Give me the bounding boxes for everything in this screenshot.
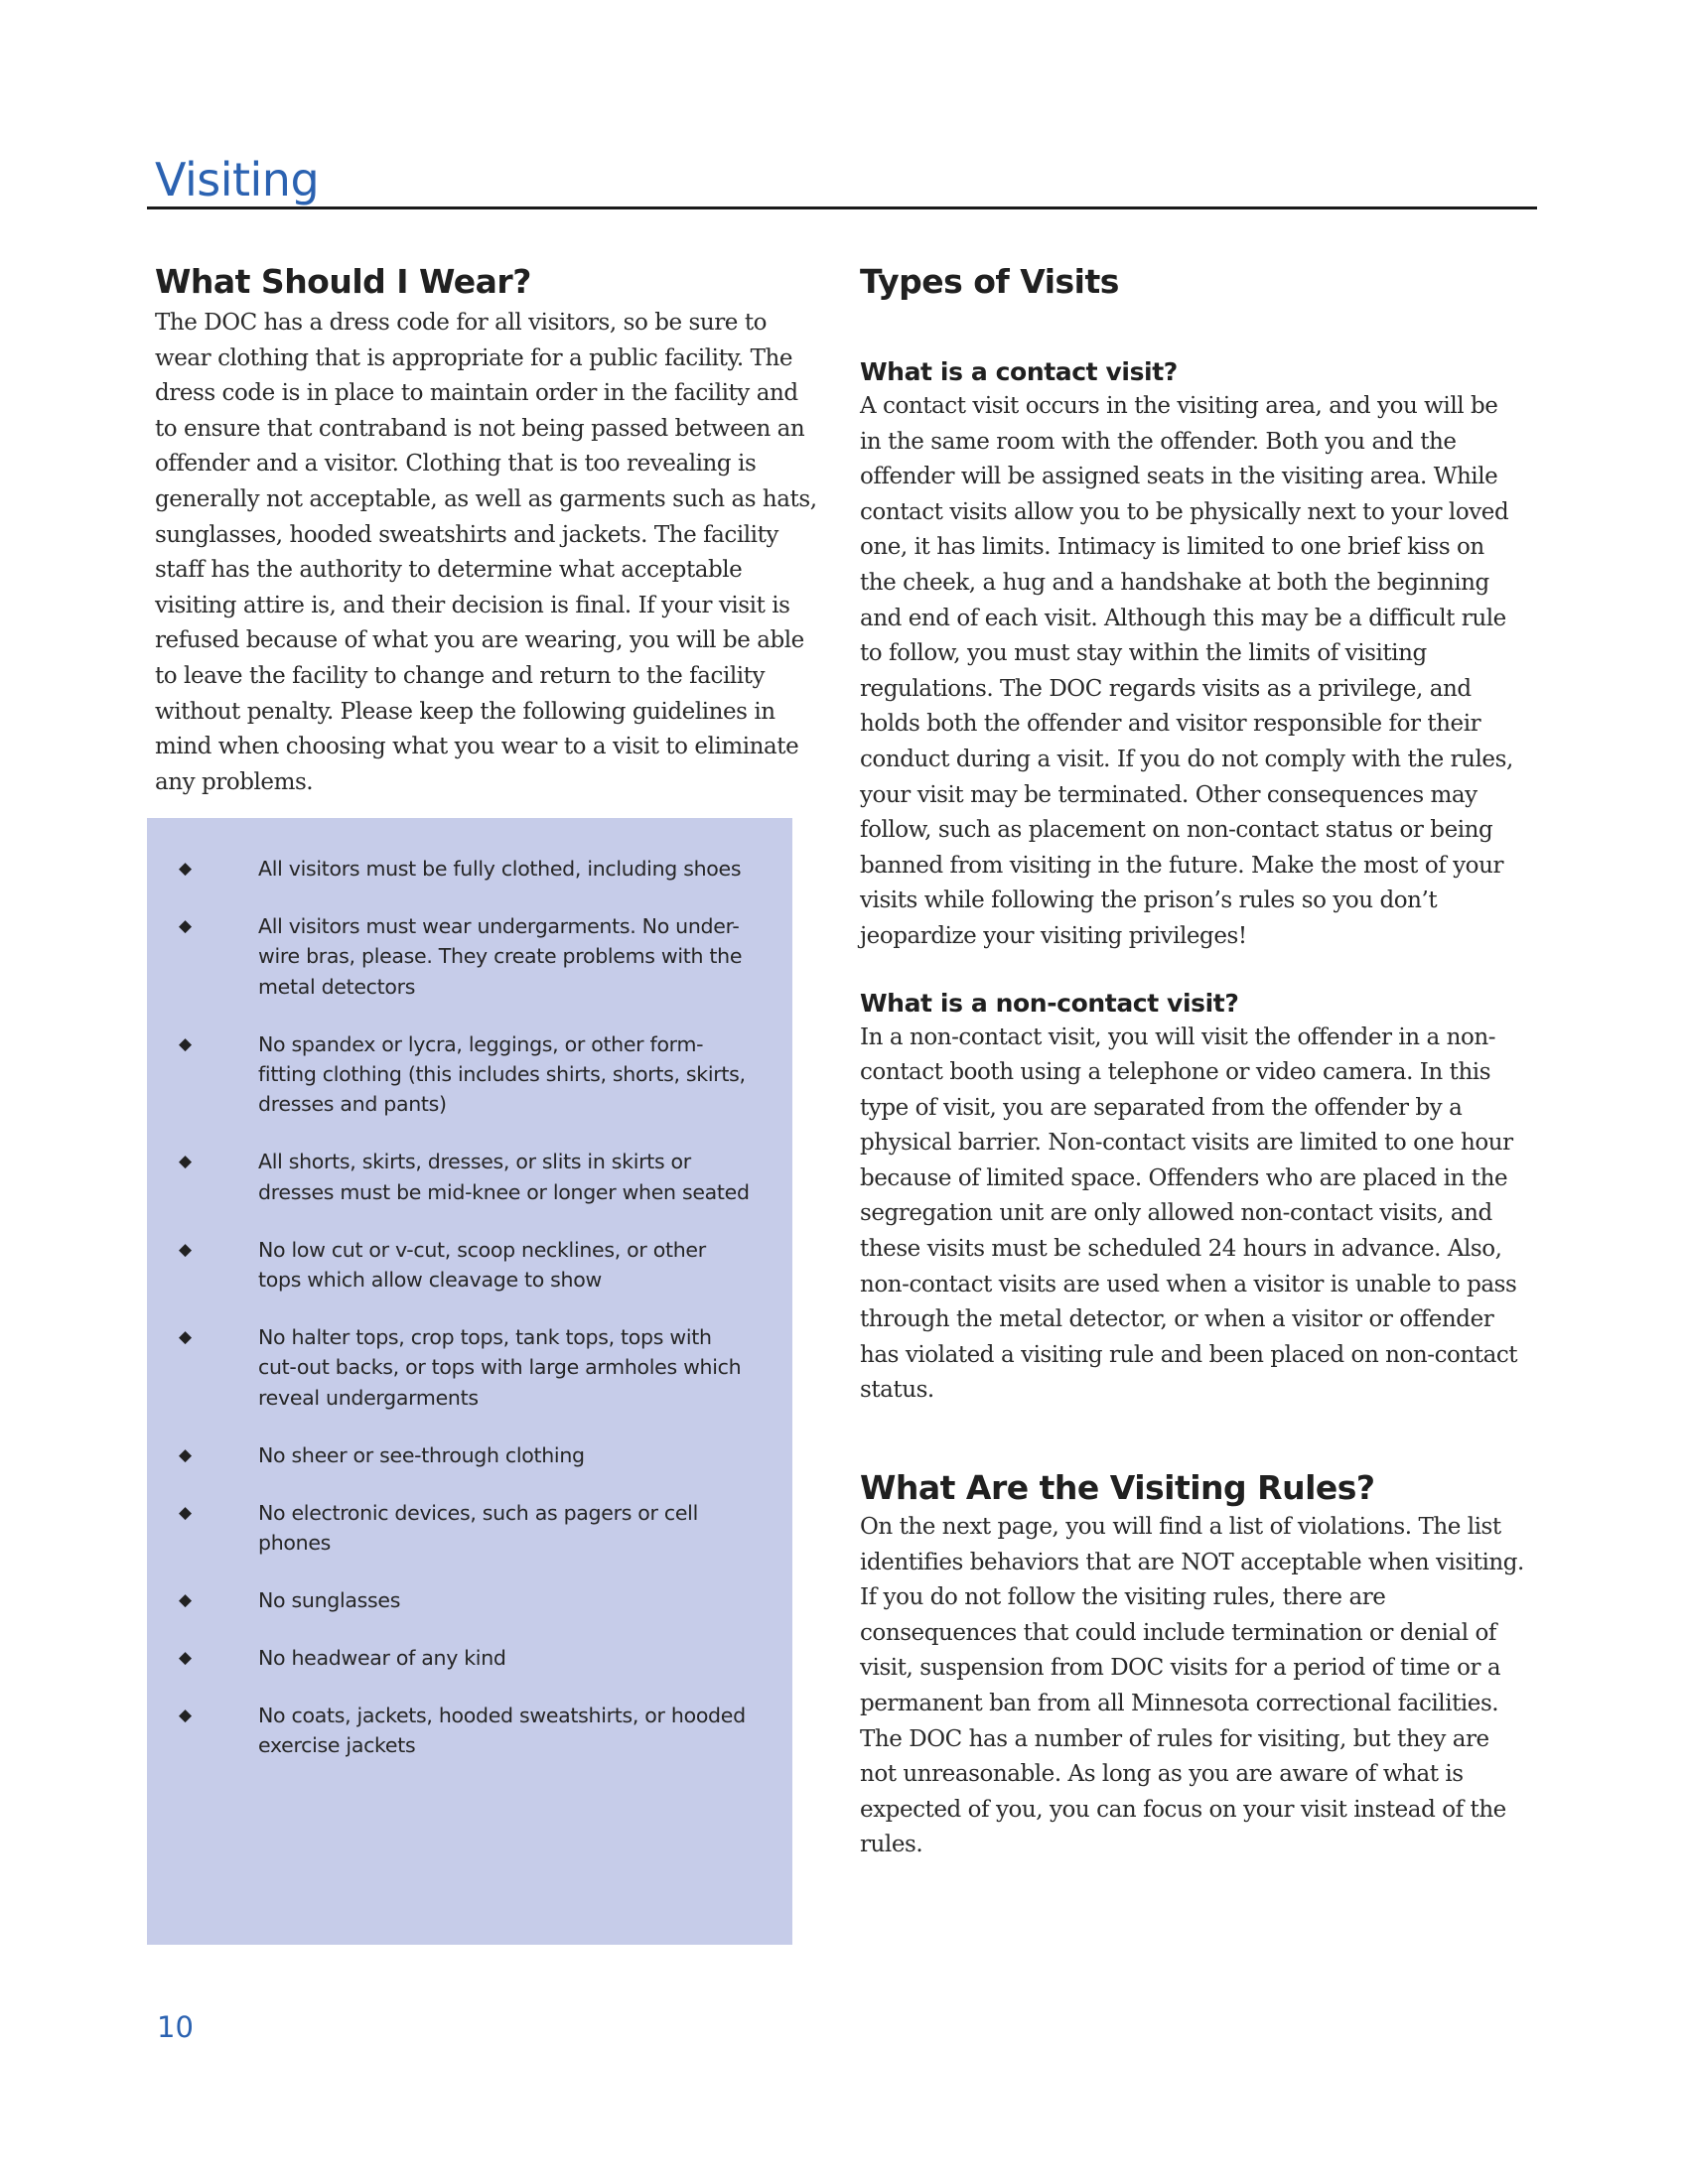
- guideline-item: [179, 1643, 753, 1673]
- guideline-item: [179, 911, 753, 1002]
- guideline-text: No sheer or see-through clothing: [258, 1442, 585, 1467]
- guideline-text: All visitors must be fully clothed, including shoes: [258, 857, 742, 881]
- page-title: Visiting: [155, 153, 320, 206]
- guideline-text: No headwear of any kind: [258, 1645, 506, 1670]
- guideline-item: [179, 1585, 753, 1615]
- dress-code-paragraph: The DOC has a dress code for all visitors, so be sure to wear clothing that is appropriate for a public facility. The dress code is in place to maintain order in the facility and to ensure that contraband is not being passed between an offender and a visitor. Clothing that is too revealing is generally not acceptable, as well as garments such as hats, sunglasses, hooded sweatshirts and jackets. The facility staff has the authority to determine what acceptable visiting attire is, and their decision is final. If your visit is refused because of what you are wearing, you will be able to leave the facility to change and return to the facility without penalty. Please keep the following guidelines in mind when choosing what you wear to a visit to eliminate any problems.: [155, 310, 817, 795]
- guideline-item: [179, 1498, 753, 1559]
- guideline-text: All visitors must wear undergarments. No under-wire bras, please. They create problems with the metal detectors: [258, 913, 743, 999]
- dress-code-guidelines-box: [147, 818, 792, 1945]
- diamond-bullet-icon: ◆: [179, 1647, 192, 1668]
- guideline-item: [179, 1440, 753, 1470]
- diamond-bullet-icon: ◆: [179, 1502, 192, 1523]
- guideline-item: [179, 1322, 753, 1413]
- diamond-bullet-icon: ◆: [179, 859, 192, 879]
- visit-types-heading: Types of Visits: [860, 262, 1119, 301]
- guideline-item: [179, 1029, 753, 1120]
- guideline-text: No electronic devices, such as pagers or cell phones: [258, 1500, 698, 1555]
- diamond-bullet-icon: ◆: [179, 1444, 192, 1465]
- guideline-item: [179, 1147, 753, 1207]
- contact-visit-heading: What is a contact visit?: [860, 357, 1178, 386]
- dress-code-heading: What Should I Wear?: [155, 262, 531, 301]
- page-number: 10: [157, 2010, 194, 2044]
- contact-visit-paragraph: A contact visit occurs in the visiting area, and you will be in the same room with the offender. Both you and the offender will be assigned seats in the visiting area. While contact visits allow you to be physically next to your loved one, it has limits. Intimacy is limited to one brief kiss on the cheek, a hug and a handshake at both the beginning and end of each visit. Although this may be a difficult rule to follow, you must stay within the limits of visiting regulations. The DOC regards visits as a privilege, and holds both the offender and visitor responsible for their conduct during a visit. If you do not comply with the rules, your visit may be terminated. Other consequences may follow, such as placement on non-contact status or being banned from visiting in the future. Make the most of your visits while following the prison’s rules so you don’t jeopardize your visiting privileges!: [860, 393, 1513, 949]
- guideline-item: [179, 854, 753, 884]
- guideline-text: No sunglasses: [258, 1587, 401, 1612]
- guideline-text: No halter tops, crop tops, tank tops, tops with cut-out backs, or tops with large armholes which reveal undergarments: [258, 1324, 742, 1410]
- diamond-bullet-icon: ◆: [179, 1239, 192, 1260]
- noncontact-visit-paragraph: In a non-contact visit, you will visit the offender in a non-contact booth using a telephone or video camera. In this type of visit, you are separated from the offender by a physical barrier. Non-contact visits are limited to one hour because of limited space. Offenders who are placed in the segregation unit are only allowed non-contact visits, and these visits must be scheduled 24 hours in advance. Also, non-contact visits are used when a visitor is unable to pass through the metal detector, or when a visitor or offender has violated a visiting rule and been placed on non-contact status.: [860, 1024, 1518, 1404]
- diamond-bullet-icon: ◆: [179, 1033, 192, 1054]
- diamond-bullet-icon: ◆: [179, 915, 192, 936]
- dress-code-guidelines-list: [147, 818, 792, 1761]
- guideline-text: No spandex or lycra, leggings, or other form-fitting clothing (this includes shirts, shorts, skirts, dresses and pants): [258, 1031, 746, 1117]
- diamond-bullet-icon: ◆: [179, 1326, 192, 1347]
- diamond-bullet-icon: ◆: [179, 1705, 192, 1725]
- title-divider: [147, 206, 1537, 209]
- visit-types-section: [860, 260, 1525, 1863]
- visiting-rules-heading: What Are the Visiting Rules?: [860, 1468, 1375, 1508]
- visiting-rules-paragraph: On the next page, you will find a list of violations. The list identifies behaviors that are NOT acceptable when visiting. If you do not follow the visiting rules, there are consequences that could include termination or denial of visit, suspension from DOC visits for a period of time or a permanent ban from all Minnesota correctional facilities. The DOC has a number of rules for visiting, but they are not unreasonable. As long as you are aware of what is expected of you, you can focus on your visit instead of the rules.: [860, 1514, 1524, 1858]
- dress-code-section: [155, 260, 820, 800]
- guideline-item: [179, 1701, 753, 1761]
- guideline-item: [179, 1235, 753, 1296]
- guideline-text: All shorts, skirts, dresses, or slits in skirts or dresses must be mid-knee or longer when seated: [258, 1150, 750, 1204]
- guideline-text: No low cut or v-cut, scoop necklines, or other tops which allow cleavage to show: [258, 1237, 706, 1293]
- diamond-bullet-icon: ◆: [179, 1152, 192, 1172]
- diamond-bullet-icon: ◆: [179, 1589, 192, 1610]
- noncontact-visit-heading: What is a non-contact visit?: [860, 988, 1239, 1018]
- guideline-text: No coats, jackets, hooded sweatshirts, or hooded exercise jackets: [258, 1703, 746, 1758]
